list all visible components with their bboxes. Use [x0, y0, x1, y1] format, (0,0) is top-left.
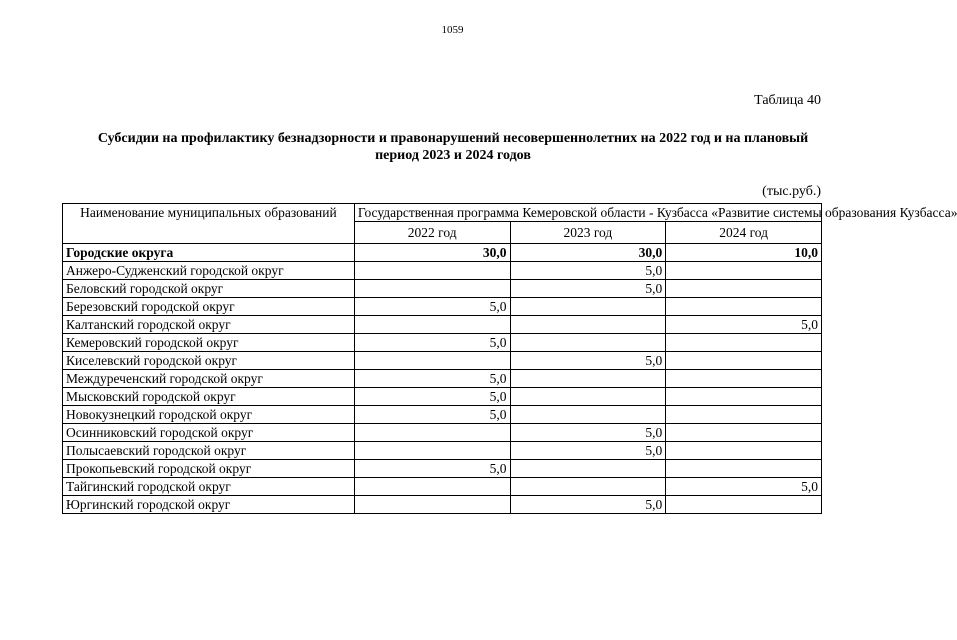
- row-value-2024: [666, 262, 822, 280]
- table-row: [63, 424, 822, 442]
- row-municipality: Кемеровский городской округ: [63, 334, 355, 352]
- row-value-2024: [666, 334, 822, 352]
- row-value-2022: [354, 442, 510, 460]
- row-value-2022: [354, 424, 510, 442]
- table-row: [63, 406, 822, 424]
- row-value-2022: [354, 478, 510, 496]
- row-municipality: Киселевский городской округ: [63, 352, 355, 370]
- table-row: [63, 460, 822, 478]
- row-value-2023: [510, 478, 666, 496]
- row-municipality: Новокузнецкий городской округ: [63, 406, 355, 424]
- total-row: [63, 244, 822, 262]
- row-value-2024: [666, 442, 822, 460]
- row-value-2022: [354, 262, 510, 280]
- row-value-2023: 5,0: [510, 424, 666, 442]
- row-value-2024: [666, 352, 822, 370]
- document-title: [80, 130, 826, 164]
- row-municipality: Прокопьевский городской округ: [63, 460, 355, 478]
- row-value-2023: 5,0: [510, 262, 666, 280]
- row-value-2024: [666, 280, 822, 298]
- table-label: Таблица 40: [754, 93, 821, 108]
- row-value-2022: 5,0: [354, 388, 510, 406]
- row-value-2023: [510, 388, 666, 406]
- row-value-2022: 5,0: [354, 406, 510, 424]
- page-number: 1059: [441, 24, 464, 36]
- row-municipality: Тайгинский городской округ: [63, 478, 355, 496]
- row-value-2023: 5,0: [510, 280, 666, 298]
- row-value-2024: [666, 460, 822, 478]
- row-value-2022: [354, 280, 510, 298]
- row-value-2024: [666, 298, 822, 316]
- row-value-2024: [666, 370, 822, 388]
- row-value-2022: 5,0: [354, 298, 510, 316]
- total-2023: 30,0: [510, 244, 666, 262]
- table-row: [63, 442, 822, 460]
- row-municipality: Анжеро-Судженский городской округ: [63, 262, 355, 280]
- total-2022: 30,0: [354, 244, 510, 262]
- total-2024: 10,0: [666, 244, 822, 262]
- row-municipality: Полысаевский городской округ: [63, 442, 355, 460]
- table-row: [63, 334, 822, 352]
- row-municipality: Осинниковский городской округ: [63, 424, 355, 442]
- row-value-2023: [510, 460, 666, 478]
- table-row: [63, 478, 822, 496]
- header-municipality: Наименование муниципальных образований: [63, 204, 355, 244]
- table-row: [63, 388, 822, 406]
- row-value-2024: [666, 406, 822, 424]
- row-value-2024: [666, 496, 822, 514]
- header-program: Государственная программа Кемеровской области - Кузбасса «Развитие системы образования Кузбасса»: [354, 204, 821, 222]
- row-value-2023: [510, 298, 666, 316]
- row-municipality: Беловский городской округ: [63, 280, 355, 298]
- table-row: [63, 316, 822, 334]
- row-value-2022: 5,0: [354, 460, 510, 478]
- row-value-2022: [354, 352, 510, 370]
- row-value-2023: 5,0: [510, 442, 666, 460]
- table-row: [63, 496, 822, 514]
- title-line-1: Субсидии на профилактику безнадзорности и правонарушений несовершеннолетних на 2022 год и на плановый: [97, 131, 809, 146]
- row-value-2023: [510, 316, 666, 334]
- row-value-2023: 5,0: [510, 496, 666, 514]
- row-municipality: Мысковский городской округ: [63, 388, 355, 406]
- row-value-2023: [510, 406, 666, 424]
- row-municipality: Калтанский городской округ: [63, 316, 355, 334]
- row-value-2024: [666, 388, 822, 406]
- row-value-2023: [510, 334, 666, 352]
- table-row: [63, 352, 822, 370]
- table-row: [63, 262, 822, 280]
- header-year-2023: 2023 год: [510, 222, 666, 244]
- table-row: [63, 298, 822, 316]
- row-value-2024: 5,0: [666, 478, 822, 496]
- row-value-2022: 5,0: [354, 334, 510, 352]
- table-row: [63, 370, 822, 388]
- row-value-2024: 5,0: [666, 316, 822, 334]
- row-value-2022: 5,0: [354, 370, 510, 388]
- units-label: (тыс.руб.): [762, 184, 821, 199]
- title-line-2: период 2023 и 2024 годов: [375, 148, 531, 163]
- subsidy-table: [62, 203, 957, 514]
- row-value-2023: 5,0: [510, 352, 666, 370]
- row-value-2022: [354, 496, 510, 514]
- total-name: Городские округа: [63, 244, 355, 262]
- row-value-2022: [354, 316, 510, 334]
- row-value-2024: [666, 424, 822, 442]
- header-year-2022: 2022 год: [354, 222, 510, 244]
- table-row: [63, 280, 822, 298]
- row-municipality: Междуреченский городской округ: [63, 370, 355, 388]
- row-value-2023: [510, 370, 666, 388]
- header-year-2024: 2024 год: [666, 222, 822, 244]
- row-municipality: Березовский городской округ: [63, 298, 355, 316]
- row-municipality: Юргинский городской округ: [63, 496, 355, 514]
